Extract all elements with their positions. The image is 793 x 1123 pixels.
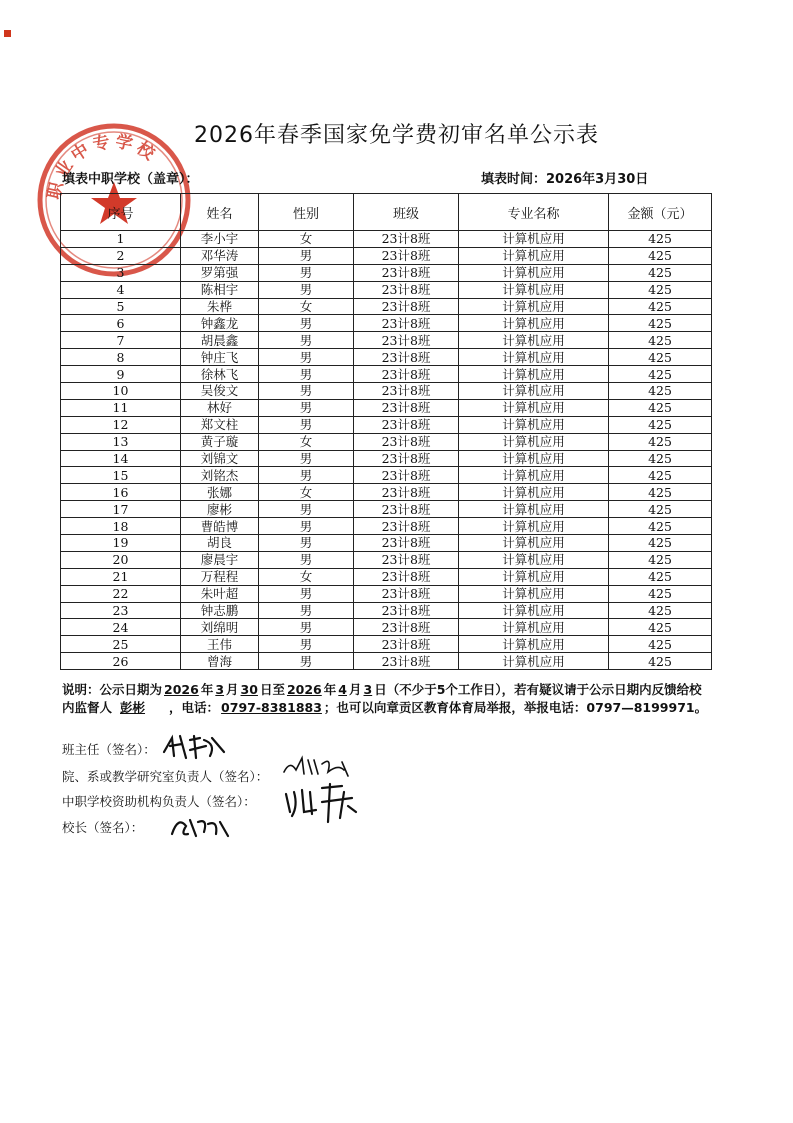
cell-index: 20 [61,551,181,568]
table-row [61,281,712,298]
table-row [61,551,712,568]
cell-gender: 男 [259,264,354,281]
dept-head-sign-label: 院、系或教学研究室负责人（签名）： [62,769,269,784]
cell-amount: 425 [609,467,712,484]
cell-amount: 425 [609,399,712,416]
cell-amount: 425 [609,551,712,568]
cell-amount: 425 [609,636,712,653]
cell-class: 23计8班 [354,399,459,416]
table-body [61,231,712,670]
cell-class: 23计8班 [354,501,459,518]
cell-class: 23计8班 [354,332,459,349]
note-text: 说明：公示日期为 [62,682,163,697]
table-row [61,535,712,552]
corner-mark [4,30,11,37]
table-row [61,450,712,467]
cell-major: 计算机应用 [459,332,609,349]
cell-major: 计算机应用 [459,349,609,366]
cell-index: 9 [61,366,181,383]
cell-name: 钟志鹏 [181,602,259,619]
end-year: 2026 [286,682,322,697]
principal-sign-label: 校长（签名）： [62,820,144,835]
cell-amount: 425 [609,535,712,552]
cell-gender: 男 [259,315,354,332]
supervisor-phone: 0797-8381883 [221,700,322,715]
cell-major: 计算机应用 [459,366,609,383]
cell-class: 23计8班 [354,315,459,332]
cell-index: 5 [61,298,181,315]
cell-gender: 男 [259,399,354,416]
cell-index: 25 [61,636,181,653]
cell-amount: 425 [609,585,712,602]
cell-amount: 425 [609,602,712,619]
cell-amount: 425 [609,518,712,535]
table-row [61,501,712,518]
cell-name: 王伟 [181,636,259,653]
note-text: 月 [348,682,362,697]
cell-name: 张娜 [181,484,259,501]
table-row [61,247,712,264]
header-major: 专业名称 [459,194,609,231]
start-month: 3 [215,682,225,697]
cell-gender: 男 [259,518,354,535]
cell-index: 15 [61,467,181,484]
cell-index: 19 [61,535,181,552]
cell-gender: 男 [259,383,354,400]
cell-class: 23计8班 [354,653,459,670]
cell-major: 计算机应用 [459,231,609,248]
cell-name: 刘铭杰 [181,467,259,484]
cell-class: 23计8班 [354,231,459,248]
cell-class: 23计8班 [354,450,459,467]
cell-name: 刘锦文 [181,450,259,467]
cell-major: 计算机应用 [459,568,609,585]
cell-gender: 男 [259,467,354,484]
cell-major: 计算机应用 [459,399,609,416]
cell-major: 计算机应用 [459,416,609,433]
cell-class: 23计8班 [354,366,459,383]
cell-amount: 425 [609,383,712,400]
note-text: 日至 [259,682,285,697]
table-row [61,602,712,619]
aid-head-signature [282,782,362,826]
cell-name: 廖彬 [181,501,259,518]
cell-class: 23计8班 [354,619,459,636]
cell-index: 11 [61,399,181,416]
cell-name: 胡晨鑫 [181,332,259,349]
cell-amount: 425 [609,349,712,366]
cell-index: 4 [61,281,181,298]
cell-class: 23计8班 [354,349,459,366]
end-month: 4 [338,682,347,697]
header-gender: 性别 [259,194,354,231]
header-amount: 金额（元） [609,194,712,231]
table-row [61,636,712,653]
notice-paragraph [62,681,714,717]
cell-amount: 425 [609,315,712,332]
cell-gender: 女 [259,298,354,315]
cell-class: 23计8班 [354,518,459,535]
cell-name: 朱叶超 [181,585,259,602]
cell-gender: 男 [259,551,354,568]
cell-gender: 男 [259,247,354,264]
cell-major: 计算机应用 [459,450,609,467]
cell-gender: 男 [259,653,354,670]
cell-amount: 425 [609,298,712,315]
cell-name: 邓华涛 [181,247,259,264]
aid-head-sign-label: 中职学校资助机构负责人（签名）： [62,794,256,809]
cell-amount: 425 [609,450,712,467]
cell-class: 23计8班 [354,298,459,315]
school-label: 填表中职学校（盖章）： [62,172,199,187]
note-text: ，电话： [169,700,220,715]
table-row [61,366,712,383]
head-teacher-signature [160,732,230,762]
cell-gender: 男 [259,619,354,636]
cell-gender: 男 [259,535,354,552]
cell-amount: 425 [609,231,712,248]
cell-class: 23计8班 [354,416,459,433]
cell-gender: 女 [259,484,354,501]
cell-index: 16 [61,484,181,501]
table-row [61,467,712,484]
cell-name: 罗第强 [181,264,259,281]
table-row [61,399,712,416]
cell-major: 计算机应用 [459,298,609,315]
cell-class: 23计8班 [354,551,459,568]
cell-amount: 425 [609,619,712,636]
cell-name: 郑文柱 [181,416,259,433]
cell-gender: 男 [259,501,354,518]
cell-name: 曹皓博 [181,518,259,535]
cell-major: 计算机应用 [459,619,609,636]
cell-major: 计算机应用 [459,315,609,332]
cell-major: 计算机应用 [459,484,609,501]
cell-major: 计算机应用 [459,264,609,281]
end-day: 3 [363,682,373,697]
cell-gender: 男 [259,450,354,467]
table-row [61,653,712,670]
cell-major: 计算机应用 [459,585,609,602]
cell-gender: 男 [259,349,354,366]
start-day: 30 [240,682,258,697]
stamp-text: 职业中专学校 [44,131,162,202]
cell-index: 1 [61,231,181,248]
cell-amount: 425 [609,568,712,585]
table-row [61,231,712,248]
table-row [61,298,712,315]
start-year: 2026 [164,682,199,697]
cell-class: 23计8班 [354,264,459,281]
cell-class: 23计8班 [354,247,459,264]
principal-signature [168,812,234,842]
cell-gender: 男 [259,332,354,349]
cell-class: 23计8班 [354,602,459,619]
cell-major: 计算机应用 [459,535,609,552]
cell-index: 12 [61,416,181,433]
table-row [61,416,712,433]
cell-major: 计算机应用 [459,433,609,450]
cell-name: 胡良 [181,535,259,552]
cell-class: 23计8班 [354,568,459,585]
fill-date: 填表时间：2026年3月30日 [481,172,649,187]
note-text: 年 [200,682,214,697]
cell-index: 21 [61,568,181,585]
cell-major: 计算机应用 [459,383,609,400]
cell-class: 23计8班 [354,636,459,653]
cell-amount: 425 [609,332,712,349]
cell-gender: 女 [259,568,354,585]
table-row [61,433,712,450]
cell-class: 23计8班 [354,433,459,450]
head-teacher-sign-label: 班主任（签名）： [62,742,156,757]
cell-name: 林好 [181,399,259,416]
cell-index: 13 [61,433,181,450]
table-row [61,349,712,366]
cell-gender: 男 [259,585,354,602]
cell-amount: 425 [609,281,712,298]
table-row [61,568,712,585]
table-row [61,484,712,501]
cell-major: 计算机应用 [459,467,609,484]
cell-class: 23计8班 [354,281,459,298]
table-row [61,315,712,332]
cell-name: 曾海 [181,653,259,670]
header-index: 序号 [61,194,181,231]
student-table [60,193,712,670]
cell-name: 陈相宇 [181,281,259,298]
cell-major: 计算机应用 [459,636,609,653]
cell-name: 钟庄飞 [181,349,259,366]
cell-major: 计算机应用 [459,602,609,619]
dept-head-signature [282,754,352,782]
cell-amount: 425 [609,247,712,264]
cell-amount: 425 [609,484,712,501]
cell-name: 黄子璇 [181,433,259,450]
cell-index: 17 [61,501,181,518]
cell-major: 计算机应用 [459,501,609,518]
note-text: ；也可以向章贡区教育体育局举报，举报电话：0797—8199971。 [323,700,708,715]
cell-name: 万程程 [181,568,259,585]
note-text: 年 [323,682,337,697]
cell-amount: 425 [609,366,712,383]
cell-index: 22 [61,585,181,602]
cell-index: 14 [61,450,181,467]
header-class: 班级 [354,194,459,231]
cell-name: 钟鑫龙 [181,315,259,332]
cell-gender: 男 [259,636,354,653]
cell-gender: 男 [259,281,354,298]
cell-index: 3 [61,264,181,281]
cell-major: 计算机应用 [459,518,609,535]
cell-gender: 男 [259,366,354,383]
note-text: 月 [226,682,239,697]
cell-index: 18 [61,518,181,535]
cell-gender: 女 [259,433,354,450]
cell-name: 廖晨宇 [181,551,259,568]
header-name: 姓名 [181,194,259,231]
cell-class: 23计8班 [354,535,459,552]
table-header-row [61,194,712,231]
table-row [61,332,712,349]
cell-class: 23计8班 [354,467,459,484]
cell-class: 23计8班 [354,484,459,501]
page-title: 2026年春季国家免学费初审名单公示表 [194,123,599,148]
cell-index: 6 [61,315,181,332]
cell-index: 23 [61,602,181,619]
cell-amount: 425 [609,433,712,450]
cell-index: 8 [61,349,181,366]
cell-name: 徐林飞 [181,366,259,383]
supervisor-name: 彭彬 [120,700,146,715]
cell-index: 7 [61,332,181,349]
table-row [61,383,712,400]
cell-gender: 女 [259,231,354,248]
cell-major: 计算机应用 [459,551,609,568]
cell-index: 2 [61,247,181,264]
cell-index: 24 [61,619,181,636]
cell-major: 计算机应用 [459,653,609,670]
table-row [61,264,712,281]
cell-index: 26 [61,653,181,670]
cell-index: 10 [61,383,181,400]
cell-name: 李小宇 [181,231,259,248]
cell-gender: 男 [259,416,354,433]
table-row [61,619,712,636]
table-row [61,518,712,535]
cell-amount: 425 [609,416,712,433]
cell-major: 计算机应用 [459,247,609,264]
cell-name: 朱桦 [181,298,259,315]
table-row [61,585,712,602]
cell-gender: 男 [259,602,354,619]
cell-amount: 425 [609,501,712,518]
cell-class: 23计8班 [354,383,459,400]
note-text: 日（不少于5个工作日），若有疑议请于公示日期内反馈给校内监督人 [62,682,702,715]
cell-name: 吴俊文 [181,383,259,400]
cell-amount: 425 [609,653,712,670]
cell-major: 计算机应用 [459,281,609,298]
cell-class: 23计8班 [354,585,459,602]
cell-amount: 425 [609,264,712,281]
cell-name: 刘绵明 [181,619,259,636]
